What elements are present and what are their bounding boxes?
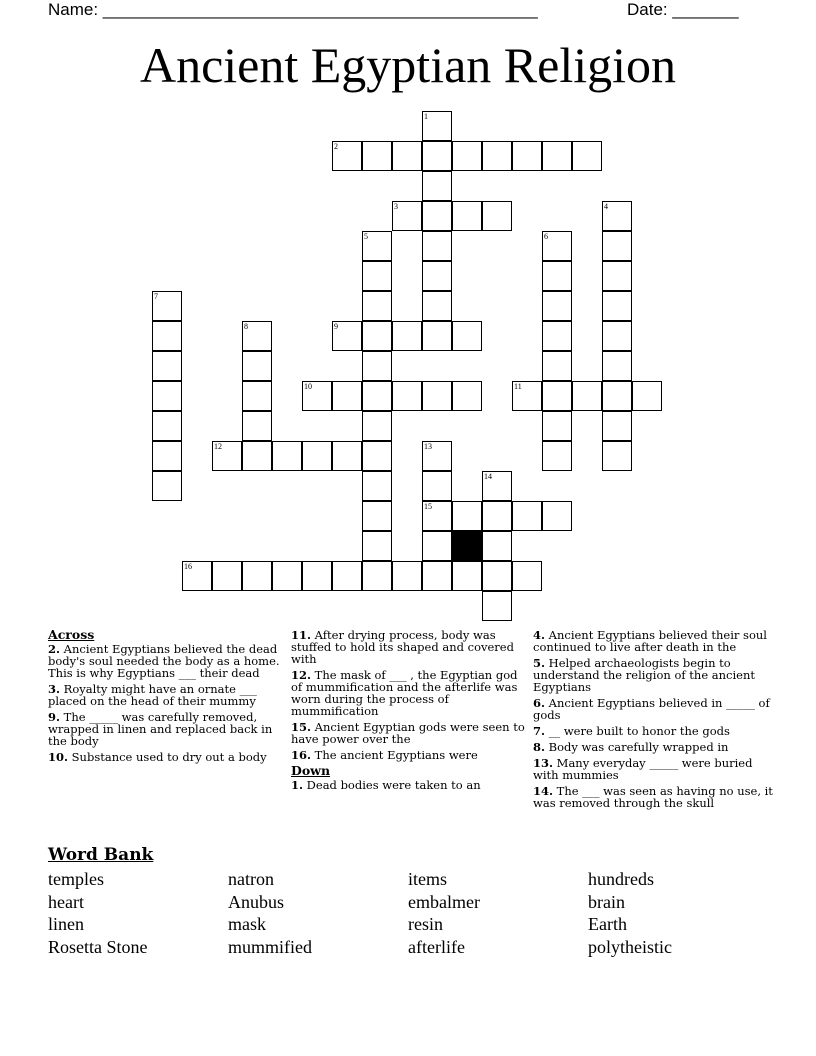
crossword-cell[interactable]	[422, 531, 452, 561]
word-bank-item: Earth	[588, 914, 627, 934]
crossword-cell[interactable]	[212, 561, 242, 591]
crossword-cell[interactable]	[362, 261, 392, 291]
crossword-cell[interactable]	[362, 531, 392, 561]
clue-across-9	[48, 711, 283, 747]
clue-text: Ancient Egyptian gods were seen to have power over the	[291, 720, 525, 746]
clue-across-2	[48, 643, 283, 679]
crossword-cell[interactable]	[452, 561, 482, 591]
black-square	[452, 531, 482, 561]
clue-text: Body was carefully wrapped in	[548, 740, 729, 754]
clue-down-8	[533, 741, 773, 753]
crossword-cell[interactable]	[572, 141, 602, 171]
crossword-cell[interactable]	[302, 381, 332, 411]
crossword-cell[interactable]	[602, 351, 632, 381]
crossword-cell[interactable]	[452, 501, 482, 531]
crossword-cell[interactable]	[422, 201, 452, 231]
clue-number: 13.	[533, 756, 554, 770]
crossword-cell[interactable]	[362, 351, 392, 381]
crossword-cell[interactable]	[392, 561, 422, 591]
clue-number-label: 10	[304, 382, 312, 391]
crossword-cell[interactable]	[422, 501, 452, 531]
crossword-cell[interactable]	[542, 411, 572, 441]
clue-number-label: 9	[334, 322, 338, 331]
crossword-cell[interactable]	[242, 411, 272, 441]
word-bank-item: heart	[48, 891, 84, 912]
clue-number-label: 6	[544, 232, 548, 241]
clue-text: __ were built to honor the gods	[548, 724, 730, 738]
crossword-cell[interactable]	[152, 441, 182, 471]
crossword-cell[interactable]	[542, 381, 572, 411]
clue-number: 15.	[291, 720, 312, 734]
clue-number-label: 2	[334, 142, 338, 151]
clue-down-1	[291, 779, 526, 791]
name-field-label: Name: ______________________________________________	[48, 0, 538, 19]
crossword-cell[interactable]	[542, 141, 572, 171]
date-field-label: Date: _______	[627, 0, 739, 19]
clue-number-label: 7	[154, 292, 158, 301]
page-title: Ancient Egyptian Religion	[139, 37, 676, 93]
crossword-cell[interactable]	[542, 231, 572, 261]
clue-number: 3.	[48, 682, 61, 696]
crossword-cell[interactable]	[242, 351, 272, 381]
crossword-cell[interactable]	[242, 441, 272, 471]
crossword-cell[interactable]	[332, 321, 362, 351]
crossword-cell[interactable]	[152, 291, 182, 321]
crossword-cell[interactable]	[182, 561, 212, 591]
crossword-cell[interactable]	[392, 201, 422, 231]
crossword-cell[interactable]	[422, 141, 452, 171]
across-heading: Across	[48, 627, 95, 642]
word-bank	[48, 868, 768, 958]
crossword-cell[interactable]	[452, 381, 482, 411]
crossword-cell[interactable]	[602, 201, 632, 231]
crossword-cell[interactable]	[152, 381, 182, 411]
crossword-cell[interactable]	[332, 441, 362, 471]
word-bank-item: mask	[228, 914, 266, 934]
crossword-cell[interactable]	[482, 201, 512, 231]
crossword-cell[interactable]	[542, 441, 572, 471]
clue-number: 9.	[48, 710, 61, 724]
word-bank-item: mummified	[228, 936, 312, 957]
crossword-cell[interactable]	[602, 381, 632, 411]
crossword-cell[interactable]	[542, 351, 572, 381]
clue-down-13	[533, 757, 773, 781]
clue-number: 5.	[533, 656, 546, 670]
crossword-cell[interactable]	[452, 141, 482, 171]
crossword-cell[interactable]	[332, 381, 362, 411]
word-bank-item: natron	[228, 869, 274, 889]
clue-number: 2.	[48, 642, 61, 656]
clue-number-label: 15	[424, 502, 432, 511]
crossword-cell[interactable]	[242, 321, 272, 351]
crossword-cell[interactable]	[422, 381, 452, 411]
crossword-cell[interactable]	[482, 531, 512, 561]
clue-number: 6.	[533, 696, 546, 710]
crossword-cell[interactable]	[362, 291, 392, 321]
clue-number-label: 14	[484, 472, 492, 481]
crossword-cell[interactable]	[542, 261, 572, 291]
crossword-cell[interactable]	[302, 561, 332, 591]
clue-number-label: 11	[514, 382, 522, 391]
clue-text: Ancient Egyptians believed their soul continued to live after death in the	[533, 628, 767, 654]
crossword-cell[interactable]	[392, 381, 422, 411]
clue-text: Helped archaeologists begin to understand the religion of the ancient Egyptians	[533, 656, 755, 694]
crossword-cell[interactable]	[482, 591, 512, 621]
clue-number: 10.	[48, 750, 69, 764]
crossword-cell[interactable]	[512, 561, 542, 591]
clue-number: 16.	[291, 748, 312, 762]
clue-number: 14.	[533, 784, 554, 798]
crossword-cell[interactable]	[512, 501, 542, 531]
crossword-cell[interactable]	[422, 561, 452, 591]
clue-number-label: 12	[214, 442, 222, 451]
crossword-cell[interactable]	[422, 171, 452, 201]
clue-across-16	[291, 749, 526, 761]
word-bank-item: brain	[588, 891, 625, 912]
clues-column-1	[48, 629, 283, 767]
crossword-cell[interactable]	[362, 231, 392, 261]
crossword-cell[interactable]	[602, 261, 632, 291]
crossword-cell[interactable]	[422, 321, 452, 351]
crossword-cell[interactable]	[152, 471, 182, 501]
clue-text: The ancient Egyptians were	[314, 748, 478, 762]
crossword-cell[interactable]	[602, 291, 632, 321]
clue-number-label: 16	[184, 562, 192, 571]
clue-text: Royalty might have an ornate ___ placed on the head of their mummy	[48, 682, 257, 708]
crossword-cell[interactable]	[242, 561, 272, 591]
crossword-cell[interactable]	[362, 321, 392, 351]
crossword-cell[interactable]	[512, 141, 542, 171]
clue-number: 4.	[533, 628, 546, 642]
crossword-cell[interactable]	[152, 411, 182, 441]
crossword-cell[interactable]	[362, 501, 392, 531]
clue-across-12	[291, 669, 526, 717]
clue-down-4	[533, 629, 773, 653]
crossword-cell[interactable]	[152, 351, 182, 381]
clue-number: 12.	[291, 668, 312, 682]
clues-column-3	[533, 629, 773, 813]
word-bank-item: embalmer	[408, 891, 480, 912]
clue-number-label: 13	[424, 442, 432, 451]
word-bank-item: resin	[408, 914, 443, 934]
crossword-cell[interactable]	[362, 381, 392, 411]
clue-number-label: 1	[424, 112, 428, 121]
crossword-cell[interactable]	[482, 471, 512, 501]
clue-text: The mask of ___ , the Egyptian god of mummification and the afterlife was worn during the process of mummification	[291, 668, 518, 718]
crossword-cell[interactable]	[542, 321, 572, 351]
crossword-cell[interactable]	[392, 321, 422, 351]
word-bank-item: linen	[48, 914, 84, 934]
crossword-cell[interactable]	[632, 381, 662, 411]
crossword-cell[interactable]	[452, 201, 482, 231]
crossword-cell[interactable]	[362, 141, 392, 171]
crossword-cell[interactable]	[542, 501, 572, 531]
clue-down-14	[533, 785, 773, 809]
clue-text: Dead bodies were taken to an	[306, 778, 481, 792]
crossword-cell[interactable]	[212, 441, 242, 471]
crossword-cell[interactable]	[362, 411, 392, 441]
crossword-cell[interactable]	[422, 111, 452, 141]
clue-down-7	[533, 725, 773, 737]
crossword-cell[interactable]	[482, 561, 512, 591]
crossword-cell[interactable]	[602, 411, 632, 441]
crossword-cell[interactable]	[152, 321, 182, 351]
clue-text: Substance used to dry out a body	[71, 750, 267, 764]
crossword-cell[interactable]	[362, 561, 392, 591]
clue-across-15	[291, 721, 526, 745]
crossword-cell[interactable]	[422, 261, 452, 291]
crossword-cell[interactable]	[602, 231, 632, 261]
crossword-cell[interactable]	[422, 471, 452, 501]
crossword-cell[interactable]	[482, 501, 512, 531]
clue-text: Ancient Egyptians believed in _____ of gods	[533, 696, 770, 722]
crossword-cell[interactable]	[512, 381, 542, 411]
clue-text: The _____ was carefully removed, wrapped in linen and replaced back in the body	[48, 710, 273, 748]
clues-column-2	[291, 629, 526, 795]
clue-number: 11.	[291, 628, 312, 642]
word-bank-item: polytheistic	[588, 936, 672, 957]
word-bank-item: items	[408, 869, 447, 889]
crossword-cell[interactable]	[602, 321, 632, 351]
crossword-cell[interactable]	[242, 381, 272, 411]
crossword-cell[interactable]	[332, 561, 362, 591]
crossword-cell[interactable]	[422, 291, 452, 321]
crossword-cell[interactable]	[572, 381, 602, 411]
clue-text: The ___ was seen as having no use, it was removed through the skull	[533, 784, 773, 810]
clue-number: 8.	[533, 740, 546, 754]
crossword-cell[interactable]	[392, 141, 422, 171]
crossword-cell[interactable]	[602, 441, 632, 471]
clue-down-6	[533, 697, 773, 721]
crossword-cell[interactable]	[422, 441, 452, 471]
crossword-cell[interactable]	[272, 441, 302, 471]
crossword-cell[interactable]	[272, 561, 302, 591]
clue-number-label: 3	[394, 202, 398, 211]
clue-text: Many everyday _____ were buried with mummies	[533, 756, 753, 782]
clue-text: After drying process, body was stuffed to hold its shaped and covered with	[291, 628, 514, 666]
crossword-cell[interactable]	[362, 471, 392, 501]
word-bank-title: Word Bank	[48, 845, 154, 865]
crossword-cell[interactable]	[482, 141, 512, 171]
clue-text: Ancient Egyptians believed the dead body's soul needed the body as a home. This is why Egyptians ___ their dead	[48, 642, 280, 680]
clue-number: 7.	[533, 724, 546, 738]
word-bank-item: hundreds	[588, 869, 654, 889]
word-bank-item: afterlife	[408, 936, 465, 957]
down-heading: Down	[291, 763, 331, 778]
crossword-cell[interactable]	[542, 291, 572, 321]
clue-number-label: 5	[364, 232, 368, 241]
clue-across-11	[291, 629, 526, 665]
clue-across-3	[48, 683, 283, 707]
word-bank-item: temples	[48, 869, 104, 889]
crossword-cell[interactable]	[302, 441, 332, 471]
crossword-cell[interactable]	[362, 441, 392, 471]
word-bank-item: Rosetta Stone	[48, 936, 148, 957]
crossword-cell[interactable]	[422, 231, 452, 261]
clue-number: 1.	[291, 778, 304, 792]
clue-number-label: 4	[604, 202, 608, 211]
word-bank-item: Anubus	[228, 891, 285, 912]
crossword-cell[interactable]	[332, 141, 362, 171]
crossword-cell[interactable]	[452, 321, 482, 351]
clue-across-10	[48, 751, 283, 763]
clue-down-5	[533, 657, 773, 693]
clue-number-label: 8	[244, 322, 248, 331]
